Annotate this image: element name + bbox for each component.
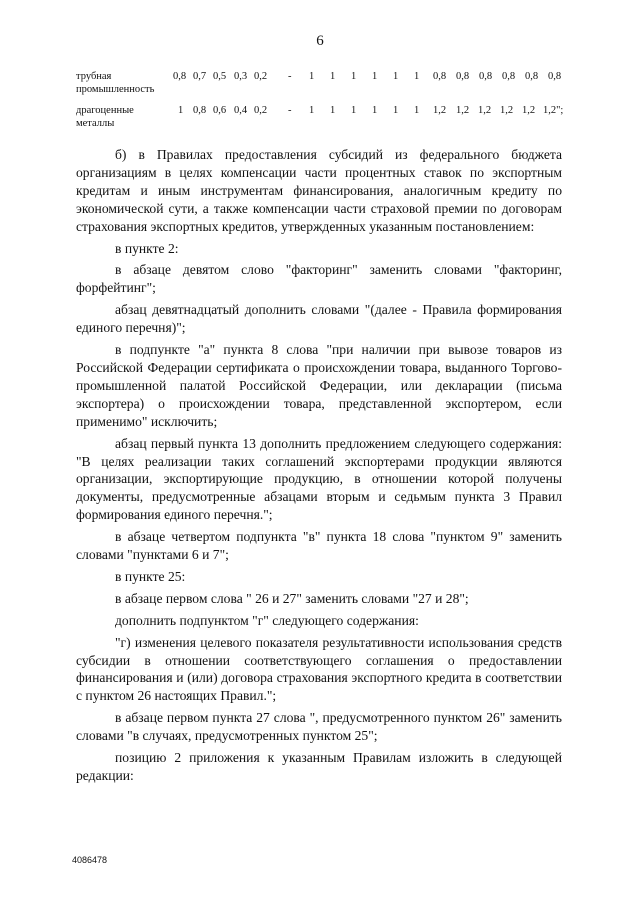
cell: 0,7 <box>193 71 207 82</box>
cell: 1,2 <box>433 105 447 116</box>
cell: 0,6 <box>213 105 227 116</box>
cell: 0,5 <box>213 71 227 82</box>
paragraph: позицию 2 приложения к указанным Правилам изложить в следующей редакции: <box>76 750 562 783</box>
cell: 0,2 <box>254 105 268 116</box>
cell: 1 <box>414 71 420 82</box>
cell: - <box>288 105 292 116</box>
paragraph: абзац первый пункта 13 дополнить предложением следующего содержания: "В целях реализации таких соглашений экспортерами продукции являются организации, экспортирующие продукцию, в отношении которой получены документы, предусмотренные абзацами вторым и седьмым пункта 3 Правил формирования единого перечня."; <box>76 435 562 523</box>
paragraph: в абзаце четвертом подпункта "в" пункта 18 слова "пунктом 9" заменить словами "пунктами 6 и 7"; <box>76 529 562 563</box>
cell: 0,2 <box>254 71 268 82</box>
paragraph: в абзаце первом пункта 27 слова ", предусмотренного пунктом 26" заменить словами "в случаях, предусмотренных пунктом 25"; <box>76 710 562 744</box>
paragraph: в абзаце первом слова " 26 и 27" заменить словами "27 и 28"; <box>115 590 469 606</box>
cell: 1 <box>178 105 184 116</box>
cell: 0,8 <box>479 71 493 82</box>
paragraph: в абзаце девятом слово "факторинг" заменить словами "факторинг, форфейтинг"; <box>76 262 562 296</box>
page-number: 6 <box>316 33 324 49</box>
paragraph: в пункте 2: <box>115 240 179 256</box>
cell: 1 <box>372 105 378 116</box>
document-number: 4086478 <box>72 855 108 865</box>
row-label: драгоценные металлы <box>76 105 134 129</box>
cell: 0,8 <box>525 71 539 82</box>
cell: 1,2"; <box>543 105 564 116</box>
cell: 1 <box>330 105 336 116</box>
cell: 0,8 <box>456 71 470 82</box>
cell: 1,2 <box>456 105 470 116</box>
table-row <box>76 70 576 96</box>
cell: 1,2 <box>478 105 492 116</box>
cell: 0,8 <box>548 71 562 82</box>
cell: 1 <box>351 105 357 116</box>
cell: 1,2 <box>522 105 536 116</box>
cell: 1 <box>330 71 336 82</box>
cell: 0,8 <box>173 71 187 82</box>
table-row <box>76 104 576 130</box>
paragraph: в пункте 25: <box>115 568 186 584</box>
cell: 0,8 <box>193 105 207 116</box>
cell: - <box>288 71 292 82</box>
paragraph: абзац девятнадцатый дополнить словами "(далее - Правила формирования единого перечня)"; <box>76 302 562 336</box>
cell: 1 <box>372 71 378 82</box>
paragraph: "г) изменения целевого показателя результативности использования средств субсидии в отношении соответствующего соглашения о предоставлении финансирования и (или) договора страхования экспортного кредита в соответствии с пунктом 26 настоящих Правил."; <box>76 634 562 704</box>
cell: 0,3 <box>234 71 248 82</box>
cell: 0,8 <box>502 71 516 82</box>
cell: 1 <box>414 105 420 116</box>
cell: 0,8 <box>433 71 447 82</box>
cell: 1 <box>393 71 399 82</box>
cell: 1,2 <box>500 105 514 116</box>
document-body <box>76 146 562 785</box>
paragraph: дополнить подпунктом "г" следующего содержания: <box>115 612 419 628</box>
cell: 1 <box>309 71 315 82</box>
cell: 1 <box>309 105 315 116</box>
paragraph: б) в Правилах предоставления субсидий из федерального бюджета организациям в целях компенсации части процентных ставок по экспортным кредитам и иным инструментам финансирования, аналогичным кредиту по экономической сути, а также компенсации части страховой премии по договорам страхования экспортных кредитов, утвержденных указанным постановлением: <box>76 147 562 234</box>
cell: 1 <box>351 71 357 82</box>
cell: 0,4 <box>234 105 248 116</box>
paragraph: в подпункте "а" пункта 8 слова "при наличии при вывозе товаров из Российской Федерации сертификата о происхождении товара, выданного Торгово-промышленной палатой Российской Федерации, или декларации (письма экспортера) о происхождении товара, представленной экспортером, если применимо" исключить; <box>76 342 562 429</box>
row-label: трубная промышленность <box>76 71 155 95</box>
cell: 1 <box>393 105 399 116</box>
